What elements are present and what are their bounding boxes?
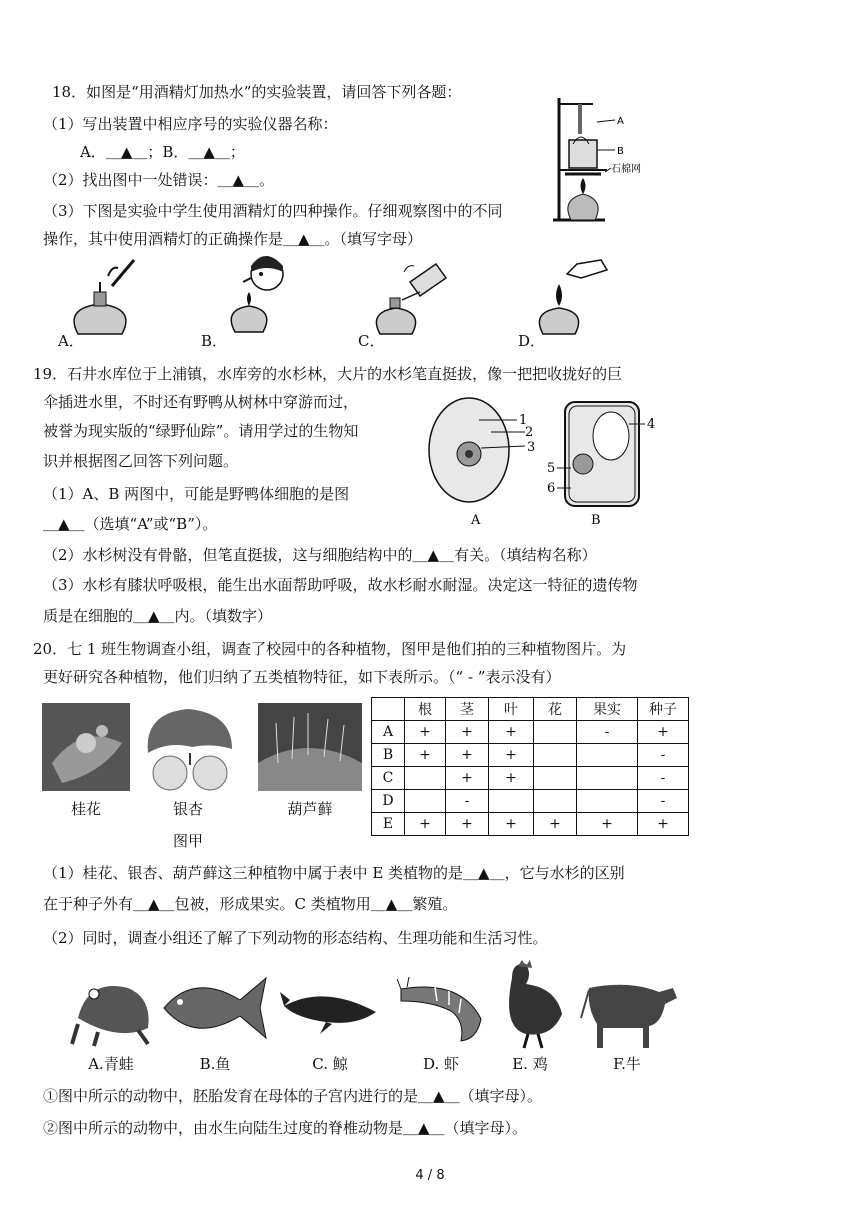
cell-number-1: 1 — [519, 413, 528, 428]
rooster-picture — [492, 958, 568, 1050]
q18-part2: （2）找出图中一处错误：＿▲＿。 — [43, 171, 275, 189]
table-header-row — [372, 698, 689, 721]
table-header-cell: 茎 — [446, 698, 489, 721]
table-cell: + — [489, 721, 534, 744]
table-cell: - — [638, 767, 689, 790]
whale-picture — [278, 980, 382, 1038]
table-header-cell: 果实 — [577, 698, 638, 721]
figure-caption-jia: 图甲 — [172, 832, 203, 850]
q18-part1-blanks: A．＿▲＿；B．＿▲＿； — [80, 143, 245, 161]
q20-part1-line1: （1）桂花、银杏、葫芦藓这三种植物中属于表中 E 类植物的是＿▲＿，它与水杉的区别 — [43, 864, 625, 882]
animal-label-shrimp: D. 虾 — [422, 1055, 460, 1073]
table-cell — [534, 744, 577, 767]
table-row — [372, 744, 689, 767]
table-cell — [534, 767, 577, 790]
table-cell: + — [405, 721, 446, 744]
table-cell: B — [372, 744, 405, 767]
table-cell: + — [446, 721, 489, 744]
cell-diagram-figure — [425, 396, 665, 526]
table-cell — [405, 767, 446, 790]
table-cell — [405, 790, 446, 813]
q19-line2: 伞插进水里，不时还有野鸭从树林中穿游而过， — [43, 393, 359, 411]
q19-line4: 识并根据图乙回答下列问题。 — [43, 452, 239, 470]
cell-number-3: 3 — [527, 440, 536, 455]
cow-picture — [575, 968, 679, 1048]
apparatus-label-b: B — [617, 146, 624, 157]
table-cell: - — [638, 744, 689, 767]
table-cell: A — [372, 721, 405, 744]
q18-part3-line1: （3）下图是实验中学生使用酒精灯的四种操作。仔细观察图中的不同 — [43, 202, 503, 220]
table-row — [372, 790, 689, 813]
lamp-op-c-figure — [370, 258, 460, 336]
q19-line1: 19．石井水库位于上浦镇，水库旁的水杉林，大片的水杉笔直挺拔，像一把把收拢好的巨 — [33, 365, 623, 383]
table-header-cell: 根 — [405, 698, 446, 721]
q19-line3: 被誉为现实版的“绿野仙踪”。请用学过的生物知 — [43, 422, 359, 440]
animal-label-rooster: E. 鸡 — [512, 1055, 548, 1073]
table-cell — [577, 767, 638, 790]
lamp-op-b-figure — [215, 252, 295, 336]
table-header-cell: 种子 — [638, 698, 689, 721]
table-cell: + — [638, 813, 689, 836]
q19-part3-line2: 质是在细胞的＿▲＿内。（填数字） — [43, 607, 273, 625]
plant-name-osmanthus: 桂花 — [70, 800, 101, 818]
q20-line2: 更好研究各种植物，他们归纳了五类植物特征，如下表所示。（“ - ”表示没有） — [43, 668, 561, 686]
q20-sub2: ②图中所示的动物中，由水生向陆生过度的脊椎动物是＿▲＿（填字母）。 — [43, 1119, 528, 1137]
q18-part1: （1）写出装置中相应序号的实验仪器名称： — [43, 115, 338, 133]
table-cell: - — [577, 721, 638, 744]
lamp-op-d-figure — [535, 256, 615, 336]
q18-title: 18．如图是“用酒精灯加热水”的实验装置，请回答下列各题： — [52, 83, 462, 101]
q19-part1-line2: ＿▲＿（选填“A”或“B”）。 — [43, 515, 218, 533]
cell-label-a: A — [471, 513, 481, 526]
table-cell — [577, 744, 638, 767]
lamp-op-label-a: A． — [58, 332, 84, 350]
animal-label-fish: B.鱼 — [199, 1055, 231, 1073]
table-header-cell: 叶 — [489, 698, 534, 721]
q19-part1-line1: （1）A、B 两图中，可能是野鸭体细胞的是图 — [43, 485, 350, 503]
q19-part2: （2）水杉树没有骨骼，但笔直挺拔，这与细胞结构中的＿▲＿有关。（填结构名称） — [43, 546, 597, 564]
table-header-cell: 花 — [534, 698, 577, 721]
animal-label-frog: A.青蛙 — [88, 1055, 134, 1073]
table-cell — [534, 790, 577, 813]
table-cell: + — [534, 813, 577, 836]
table-row — [372, 813, 689, 836]
plant-name-ginkgo: 银杏 — [172, 800, 203, 818]
osmanthus-photo — [42, 703, 130, 791]
table-cell: + — [638, 721, 689, 744]
alcohol-lamp-apparatus-figure — [545, 92, 645, 228]
plant-name-moss: 葫芦藓 — [287, 800, 333, 818]
plant-characteristics-table — [371, 697, 689, 836]
table-cell — [577, 790, 638, 813]
q20-part2: （2）同时，调查小组还了解了下列动物的形态结构、生理功能和生活习性。 — [43, 929, 548, 947]
lamp-op-label-c: C． — [358, 332, 385, 350]
table-cell: + — [489, 813, 534, 836]
table-cell: + — [405, 744, 446, 767]
lamp-op-label-d: D． — [518, 332, 546, 350]
table-cell: - — [638, 790, 689, 813]
table-cell: + — [489, 767, 534, 790]
table-cell: E — [372, 813, 405, 836]
cell-number-2: 2 — [525, 425, 534, 440]
table-row — [372, 721, 689, 744]
table-cell: + — [446, 767, 489, 790]
fish-picture — [160, 970, 270, 1046]
table-cell: + — [446, 813, 489, 836]
table-cell: + — [405, 813, 446, 836]
q20-sub1: ①图中所示的动物中，胚胎发育在母体的子宫内进行的是＿▲＿（填字母）。 — [43, 1087, 543, 1105]
q19-part3-line1: （3）水杉有膝状呼吸根，能生出水面帮助呼吸，故水杉耐水耐湿。决定这一特征的遗传物 — [43, 576, 638, 594]
shrimp-picture — [395, 975, 487, 1045]
cell-number-6: 6 — [547, 481, 556, 496]
table-cell: D — [372, 790, 405, 813]
apparatus-label-asbestos-net: 石棉网 — [611, 164, 641, 175]
frog-picture — [68, 968, 154, 1048]
q18-part3-line2: 操作，其中使用酒精灯的正确操作是＿▲＿。（填写字母） — [43, 230, 423, 248]
cell-number-4: 4 — [647, 417, 656, 432]
table-cell — [534, 721, 577, 744]
animal-label-cow: F.牛 — [613, 1055, 641, 1073]
cell-label-b: B — [591, 513, 601, 526]
table-cell: + — [446, 744, 489, 767]
table-cell: - — [446, 790, 489, 813]
page-number: 4 / 8 — [415, 1168, 445, 1183]
animal-label-whale: C. 鲸 — [312, 1055, 348, 1073]
q20-part1-line2: 在于种子外有＿▲＿包被，形成果实。C 类植物用＿▲＿繁殖。 — [43, 895, 458, 913]
table-row — [372, 767, 689, 790]
table-cell: + — [489, 744, 534, 767]
table-cell: C — [372, 767, 405, 790]
ginkgo-photo — [140, 703, 236, 793]
lamp-op-a-figure — [60, 256, 140, 336]
plant-cell-vacuole — [593, 412, 629, 460]
table-cell — [489, 790, 534, 813]
table-cell: + — [577, 813, 638, 836]
cell-number-5: 5 — [547, 461, 556, 476]
table-header-cell — [372, 698, 405, 721]
plant-cell-nucleus — [573, 454, 593, 474]
q20-line1: 20．七 1 班生物调查小组，调查了校园中的各种植物，图甲是他们拍的三种植物图片。为 — [33, 640, 627, 658]
moss-photo — [258, 703, 362, 791]
apparatus-label-a: A — [617, 116, 624, 127]
lamp-op-label-b: B． — [201, 332, 228, 350]
